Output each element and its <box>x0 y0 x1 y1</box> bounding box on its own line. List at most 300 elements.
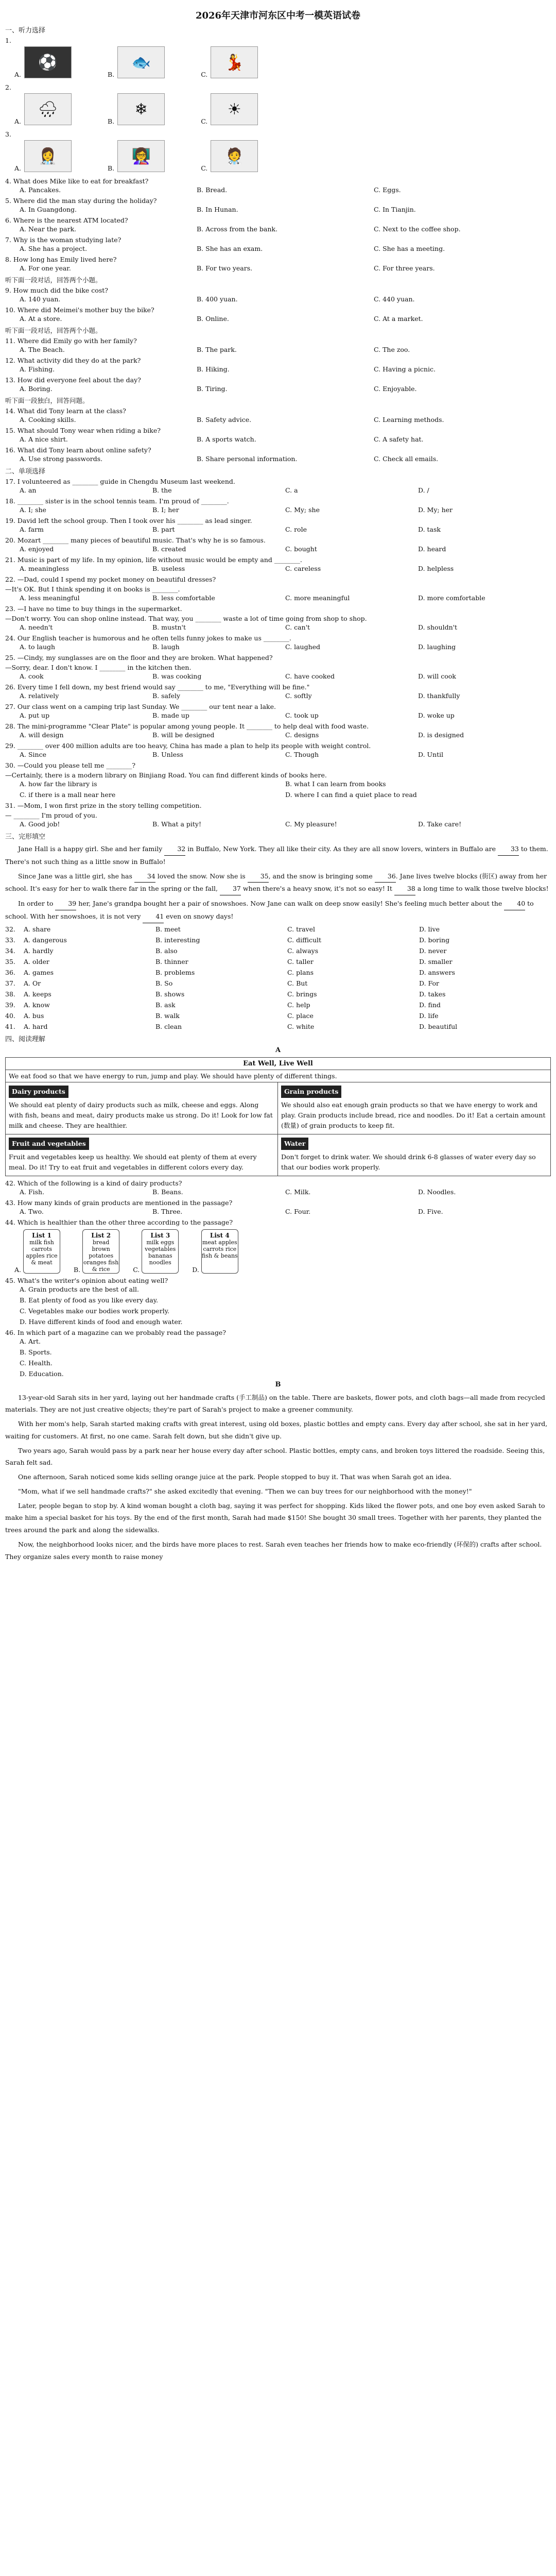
answer-options <box>20 1208 551 1215</box>
reading-questions-45-46 <box>5 1277 551 1378</box>
answer-option[interactable]: A. relatively <box>20 692 59 700</box>
answer-options <box>20 225 551 233</box>
question-stem: 43. How many kinds of grain products are mentioned in the passage? <box>5 1198 233 1207</box>
cloze-option-row <box>5 1023 551 1030</box>
sun-icon: ☀ <box>211 93 258 125</box>
answer-options <box>20 565 551 572</box>
answer-option[interactable]: B. Unless <box>152 751 183 758</box>
q2-option-a[interactable]: A. 🌧 <box>14 93 72 125</box>
answer-options <box>20 731 551 739</box>
cloze-option[interactable]: B. interesting <box>155 936 200 944</box>
question-stem: 46. In which part of a magazine can we probably read the passage? <box>5 1328 226 1336</box>
answer-option[interactable]: A. Grain products are the best of all. <box>20 1285 139 1293</box>
cloze-option[interactable]: D. smaller <box>419 957 453 965</box>
answer-option[interactable]: C. Enjoyable. <box>374 385 417 393</box>
answer-options <box>20 672 551 680</box>
answer-option[interactable]: C. Eggs. <box>374 186 401 194</box>
blank-36[interactable]: 36 <box>375 870 396 883</box>
answer-option[interactable]: A. In Guangdong. <box>20 206 77 213</box>
cloze-option[interactable]: B. So <box>155 979 173 987</box>
question-stem: 8. How long has Emily lived here? <box>5 256 117 263</box>
water-tag: Water <box>281 1138 308 1150</box>
answer-option[interactable]: C. 440 yuan. <box>374 295 415 303</box>
answer-option[interactable]: C. laughed <box>285 643 321 651</box>
answer-options <box>20 1318 551 1326</box>
question-1-number: 1. <box>5 37 11 44</box>
answer-option[interactable]: B. less comfortable <box>152 594 215 602</box>
answer-option[interactable]: D. where I can find a quiet place to read <box>285 791 417 799</box>
answer-options <box>20 643 551 651</box>
answer-option[interactable]: C. role <box>285 526 307 533</box>
question-stem: 45. What's the writer's opinion about eating well? <box>5 1276 168 1284</box>
cloze-question-number: 37. <box>5 979 15 987</box>
answer-option[interactable]: D. is designed <box>418 731 464 739</box>
snowflake-icon: ❄ <box>117 93 165 125</box>
food-list-name: List 3 <box>150 1231 170 1239</box>
answer-option[interactable]: B. A sports watch. <box>197 435 256 443</box>
cloze-question-number: 39. <box>5 1001 15 1009</box>
answer-option[interactable]: C. In Tianjin. <box>374 206 416 213</box>
answer-option[interactable]: C. She has a meeting. <box>374 245 445 252</box>
cloze-option[interactable]: B. meet <box>155 925 181 933</box>
cloze-option[interactable]: B. problems <box>155 968 195 976</box>
passage-b-paragraph-6: Later, people began to stop by. A kind woman bought a cloth bag, saying it was perfect for shopping. Kids liked the flower pots, and one boy even asked Sarah to make him a special basket for his toys. By the end of the first month, Sarah had made $150! She bought 30 small trees. Together with her parents, they planted the trees around the park and along the sidewalks. <box>5 1501 545 1534</box>
question-stem: 42. Which of the following is a kind of dairy products? <box>5 1179 182 1187</box>
answer-option[interactable]: C. careless <box>285 565 321 572</box>
answer-option[interactable]: D. will cook <box>418 672 456 680</box>
question-stem: 19. David left the school group. Then I took over his ________ as lead singer. <box>5 517 252 524</box>
answer-option[interactable]: D. Have different kinds of food and enough water. <box>20 1317 183 1326</box>
answer-options <box>20 1188 551 1196</box>
answer-option[interactable]: C. designs <box>285 731 319 739</box>
answer-options <box>20 416 551 423</box>
reading-questions-42-44 <box>5 1179 551 1226</box>
answer-option[interactable]: D. Until <box>418 751 444 758</box>
blank-39[interactable]: 39 <box>55 897 76 910</box>
cloze-option[interactable]: A. bus <box>24 1011 44 1020</box>
answer-options <box>20 1359 551 1367</box>
answer-option[interactable]: D. helpless <box>418 565 454 572</box>
food-lists-row <box>14 1229 551 1274</box>
food-list-card <box>201 1229 238 1274</box>
answer-option[interactable]: B. In Hunan. <box>197 206 238 213</box>
answer-option[interactable]: A. Use strong passwords. <box>20 455 103 463</box>
answer-option[interactable]: B. will be designed <box>152 731 215 739</box>
answer-option[interactable]: A. Cooking skills. <box>20 416 76 423</box>
answer-option[interactable]: B. Eat plenty of food as you like every day. <box>20 1296 159 1304</box>
answer-option[interactable]: C. Having a picnic. <box>374 365 436 373</box>
answer-option[interactable]: C. if there is a mall near here <box>20 791 116 799</box>
grain-tag: Grain products <box>281 1086 341 1098</box>
answer-option[interactable]: B. Online. <box>197 315 229 323</box>
answer-option[interactable]: B. the <box>152 486 172 494</box>
cloze-option[interactable]: C. place <box>287 1011 314 1020</box>
food-list-option[interactable] <box>133 1229 179 1274</box>
answer-option[interactable]: B. Three. <box>152 1207 183 1215</box>
answer-option[interactable]: C. softly <box>285 692 312 700</box>
answer-option[interactable]: C. a <box>285 486 298 494</box>
cloze-option[interactable]: B. thinner <box>155 957 188 965</box>
passage-b-paragraph-7: Now, the neighborhood looks nicer, and the birds have more places to rest. Sarah even teaches her friends how to make eco-friendly (环保的) crafts after school. They organize sales every month to raise money <box>5 1540 542 1561</box>
answer-option[interactable]: D. shouldn't <box>418 623 458 631</box>
answer-option[interactable]: D. / <box>418 486 429 494</box>
cloze-option[interactable]: A. older <box>24 957 49 965</box>
answer-option[interactable]: A. needn't <box>20 623 53 631</box>
listening-instruction-1: 听下面一段对话，回答两个小题。 <box>5 276 102 284</box>
cloze-option[interactable]: C. taller <box>287 957 314 965</box>
dairy-text: We should eat plenty of dairy products such as milk, cheese and eggs. Along with fish, beans and meat, dairy products make us strong. Do it! Look for low fat milk and cheese. They are healthier. <box>9 1100 273 1129</box>
cloze-option[interactable]: D. takes <box>419 990 446 998</box>
answer-option[interactable]: A. For one year. <box>20 264 71 272</box>
answer-option[interactable]: B. 400 yuan. <box>197 295 238 303</box>
question-stem: 7. Why is the woman studying late? <box>5 236 121 244</box>
cloze-option[interactable]: B. clean <box>155 1022 182 1030</box>
answer-option[interactable]: A. will design <box>20 731 64 739</box>
cloze-question-number: 38. <box>5 990 15 998</box>
answer-option[interactable]: B. useless <box>152 565 185 572</box>
blank-37[interactable]: 37 <box>220 883 241 895</box>
q3-option-c[interactable]: C. 🧑‍⚕ <box>201 140 258 172</box>
passage-b-paragraph-3: Two years ago, Sarah would pass by a park near her house every day after school. Plastic bottles, empty cans, and broken toys littered the roadside. Seeing this, Sarah felt sad. <box>5 1446 545 1467</box>
water-cell <box>278 1134 550 1176</box>
cloze-option[interactable]: C. difficult <box>287 936 322 944</box>
cloze-option-row <box>5 925 551 933</box>
dairy-tag: Dairy products <box>9 1086 68 1098</box>
answer-option[interactable]: D. thankfully <box>418 692 460 700</box>
answer-option[interactable]: D. more comfortable <box>418 594 485 602</box>
passage-a-label: A <box>275 1046 281 1054</box>
question-stem: — ________ I'm proud of you. <box>5 811 97 819</box>
answer-option[interactable]: C. can't <box>285 623 310 631</box>
question-stem: 17. I volunteered as ________ guide in Chengdu Museum last weekend. <box>5 478 235 485</box>
eat-well-box <box>5 1057 551 1176</box>
cloze-option[interactable]: A. hardly <box>24 946 54 955</box>
question-stem: 6. Where is the nearest ATM located? <box>5 216 128 224</box>
question-stem: 11. Where did Emily go with her family? <box>5 337 137 345</box>
q2-option-b[interactable]: B. ❄ <box>108 93 165 125</box>
cloze-question-number: 33. <box>5 936 15 944</box>
question-stem: 25. —Cindy, my sunglasses are on the floor and they are broken. What happened? <box>5 654 273 662</box>
answer-option[interactable]: B. Hiking. <box>197 365 230 373</box>
answer-option[interactable]: C. Health. <box>20 1359 53 1367</box>
answer-option[interactable]: B. what I can learn from books <box>285 780 386 788</box>
answer-option[interactable]: A. enjoyed <box>20 545 54 553</box>
cloze-option[interactable]: D. beautiful <box>419 1022 458 1030</box>
answer-option[interactable]: B. Bread. <box>197 186 228 194</box>
answer-options <box>20 1370 551 1378</box>
food-list-option[interactable] <box>14 1229 60 1274</box>
answer-option[interactable]: D. laughing <box>418 643 456 651</box>
answer-option[interactable]: D. Noodles. <box>418 1188 456 1196</box>
answer-options <box>20 791 551 799</box>
blank-38[interactable]: 38 <box>394 883 415 895</box>
answer-option[interactable]: C. Though <box>285 751 319 758</box>
answer-option[interactable]: D. Education. <box>20 1369 64 1378</box>
q1-option-c[interactable]: C. 💃 <box>201 46 258 78</box>
answer-option[interactable]: D. Take care! <box>418 820 462 828</box>
q2-option-c[interactable]: C. ☀ <box>201 93 258 125</box>
cloze-option[interactable]: C. But <box>287 979 308 987</box>
grain-cell <box>278 1082 550 1134</box>
food-list-option[interactable] <box>192 1229 238 1274</box>
question-stem: 20. Mozart ________ many pieces of beautiful music. That's why he is so famous. <box>5 536 266 544</box>
food-list-name: List 4 <box>210 1231 230 1239</box>
answer-option[interactable]: A. Since <box>20 751 46 758</box>
food-list-label: A. <box>14 1265 22 1274</box>
food-list-items: milk fish carrots apples rice & meat <box>26 1239 58 1266</box>
answer-option[interactable]: C. The zoo. <box>374 346 410 353</box>
cloze-option[interactable]: C. help <box>287 1001 310 1009</box>
nurse-icon: 👩‍⚕ <box>24 140 72 172</box>
answer-option[interactable]: A. Boring. <box>20 385 53 393</box>
answer-option[interactable]: A. meaningless <box>20 565 70 572</box>
section-listening: 一、听力选择 <box>5 27 46 35</box>
question-stem: 12. What activity did they do at the park? <box>5 357 141 364</box>
answer-options <box>20 751 551 758</box>
question-stem: 27. Our class went on a camping trip last Sunday. We ________ our tent near a lake. <box>5 703 276 710</box>
football-player-icon: ⚽ <box>24 46 72 78</box>
answer-option[interactable]: A. how far the library is <box>20 780 97 788</box>
question-stem: 21. Music is part of my life. In my opinion, life without music would be empty and ________. <box>5 556 302 564</box>
answer-option[interactable]: B. Share personal information. <box>197 455 298 463</box>
answer-option[interactable]: C. For three years. <box>374 264 435 272</box>
answer-option[interactable]: C. My pleasure! <box>285 820 337 828</box>
food-list-option[interactable] <box>74 1229 119 1274</box>
answer-option[interactable]: A. Pancakes. <box>20 186 61 194</box>
food-list-name: List 2 <box>91 1231 111 1239</box>
cloze-option-row <box>5 1012 551 1020</box>
answer-option[interactable]: A. A nice shirt. <box>20 435 68 443</box>
question-stem: 23. —I have no time to buy things in the supermarket. <box>5 605 182 613</box>
answer-option[interactable]: B. Safety advice. <box>197 416 252 423</box>
q3-option-a[interactable]: A. 👩‍⚕ <box>14 140 72 172</box>
passage-b-paragraph-5: "Mom, what if we sell handmade crafts?" she asked excitedly that evening. "Then we can buy trees for our neighborhood with the money!" <box>18 1487 472 1495</box>
answer-option[interactable]: D. Five. <box>418 1207 443 1215</box>
answer-option[interactable]: C. Milk. <box>285 1188 311 1196</box>
answer-option[interactable]: B. made up <box>152 711 189 719</box>
eat-well-title: Eat Well, Live Well <box>6 1058 550 1070</box>
question-stem: 13. How did everyone feel about the day? <box>5 376 141 384</box>
answer-options <box>20 455 551 463</box>
teacher-icon: 👩‍🏫 <box>117 140 165 172</box>
question-stem: 14. What did Tony learn at the class? <box>5 407 126 415</box>
cloze-option-row <box>5 979 551 987</box>
question-stem: —Don't worry. You can shop online instead. That way, you ________ waste a lot of time going from shop to shop. <box>5 615 367 622</box>
answer-option[interactable]: A. less meaningful <box>20 594 80 602</box>
blank-33[interactable]: 33 <box>498 843 519 856</box>
question-stem: 9. How much did the bike cost? <box>5 286 108 294</box>
cloze-option[interactable]: D. boring <box>419 936 450 944</box>
answer-option[interactable]: C. Four. <box>285 1207 311 1215</box>
answer-option[interactable]: B. mustn't <box>152 623 186 631</box>
cloze-option[interactable]: C. plans <box>287 968 314 976</box>
question-stem: 4. What does Mike like to eat for breakfast? <box>5 177 149 185</box>
blank-41[interactable]: 41 <box>143 910 164 923</box>
cloze-option[interactable]: A. dangerous <box>24 936 67 944</box>
blank-32[interactable]: 32 <box>164 843 185 856</box>
cloze-option[interactable]: B. ask <box>155 1001 176 1009</box>
cloze-option[interactable]: A. hard <box>24 1022 48 1030</box>
question-1-pictures <box>14 46 551 78</box>
cloze-option[interactable]: B. walk <box>155 1011 180 1020</box>
answer-option[interactable]: B. The park. <box>197 346 237 353</box>
cloze-question-number: 40. <box>5 1011 15 1020</box>
answer-options <box>20 526 551 533</box>
cloze-option[interactable]: A. keeps <box>24 990 51 998</box>
question-stem: —Certainly, there is a modern library on Binjiang Road. You can find different kinds of books here. <box>5 771 327 779</box>
answer-option[interactable]: A. cook <box>20 672 44 680</box>
answer-options <box>20 365 551 373</box>
answer-option[interactable]: C. My; she <box>285 506 320 514</box>
water-text: Don't forget to drink water. We should drink 6-8 glasses of water every day so that our bodies work properly. <box>281 1153 536 1171</box>
answer-option[interactable]: D. My; her <box>418 506 453 514</box>
answer-options <box>20 692 551 700</box>
answer-option[interactable]: C. took up <box>285 711 319 719</box>
food-list-items: milk eggs vegetables bananas noodles <box>145 1239 176 1266</box>
cloze-option[interactable]: B. also <box>155 946 178 955</box>
answer-option[interactable]: A. Near the park. <box>20 225 77 233</box>
answer-option[interactable]: B. She has an exam. <box>197 245 263 252</box>
answer-option[interactable]: B. What a pity! <box>152 820 202 828</box>
cloze-option[interactable]: C. brings <box>287 990 317 998</box>
passage-b-paragraph-2: With her mom's help, Sarah started making crafts with great interest, using old boxes, plastic bottles and empty cans. Every day after school, she sat in her yard, waiting for customers. At first, no one came. Sarah felt down, but she didn't give up. <box>5 1420 548 1440</box>
answer-options <box>20 1285 551 1293</box>
section-cloze: 三、完形填空 <box>5 833 46 841</box>
answer-option[interactable]: B. created <box>152 545 186 553</box>
question-3-pictures <box>14 140 551 172</box>
cloze-option[interactable]: A. games <box>24 968 54 976</box>
cloze-option-row <box>5 958 551 965</box>
answer-option[interactable]: C. Vegetables make our bodies work properly. <box>20 1307 170 1315</box>
question-stem: 18. ________ sister is in the school tennis team. I'm proud of ________. <box>5 497 229 505</box>
answer-option[interactable]: C. Next to the coffee shop. <box>374 225 461 233</box>
answer-option[interactable]: A. 140 yuan. <box>20 295 61 303</box>
answer-options <box>20 346 551 353</box>
answer-option[interactable]: B. was cooking <box>152 672 202 680</box>
food-list-items: bread brown potatoes oranges fish & rice <box>83 1239 119 1273</box>
answer-option[interactable]: D. task <box>418 526 441 533</box>
answer-option[interactable]: A. Two. <box>20 1207 44 1215</box>
blank-40[interactable]: 40 <box>504 897 525 910</box>
answer-option[interactable]: C. At a market. <box>374 315 423 323</box>
fish-icon: 🐟 <box>117 46 165 78</box>
question-2-number: 2. <box>5 83 11 91</box>
cloze-option[interactable]: C. always <box>287 946 319 955</box>
food-list-card <box>23 1229 60 1274</box>
cloze-option-row <box>5 990 551 998</box>
cloze-option-row <box>5 969 551 976</box>
answer-option[interactable]: C. more meaningful <box>285 594 350 602</box>
cloze-option[interactable]: D. answers <box>419 968 455 976</box>
question-stem: 15. What should Tony wear when riding a bike? <box>5 427 161 434</box>
food-groups-grid <box>6 1082 550 1176</box>
listening-questions-11-13 <box>5 337 551 393</box>
q3-option-b[interactable]: B. 👩‍🏫 <box>108 140 165 172</box>
answer-option[interactable]: A. Good job! <box>20 820 60 828</box>
cloze-option[interactable]: D. live <box>419 925 440 933</box>
answer-option[interactable]: C. A safety hat. <box>374 435 424 443</box>
cloze-option[interactable]: A. share <box>24 925 51 933</box>
listening-questions-9-10 <box>5 286 551 323</box>
cloze-option[interactable]: B. shows <box>155 990 185 998</box>
grammar-questions <box>5 478 551 828</box>
food-list-label: D. <box>192 1265 199 1274</box>
answer-option[interactable]: A. put up <box>20 711 50 719</box>
answer-options <box>20 1337 551 1345</box>
answer-option[interactable]: B. For two years. <box>197 264 253 272</box>
answer-options <box>20 315 551 323</box>
cloze-option[interactable]: D. never <box>419 946 447 955</box>
answer-option[interactable]: D. heard <box>418 545 446 553</box>
cloze-option[interactable]: D. find <box>419 1001 441 1009</box>
answer-option[interactable]: B. part <box>152 526 175 533</box>
question-stem: 24. Our English teacher is humorous and he often tells funny jokes to make us ________. <box>5 634 291 642</box>
answer-option[interactable]: B. safely <box>152 692 181 700</box>
cloze-question-number: 32. <box>5 925 15 933</box>
answer-option[interactable]: B. laugh <box>152 643 180 651</box>
exam-title: 2026年天津市河东区中考一模英语试卷 <box>195 10 361 21</box>
grain-text: We should also eat enough grain products so that we have energy to work and play. Grain products include bread, rice and noodles. Do it! Eat a certain amount (数量) of grain products to keep fit. <box>281 1100 546 1129</box>
food-list-label: C. <box>133 1265 140 1274</box>
answer-option[interactable]: A. She has a project. <box>20 245 88 252</box>
answer-options <box>20 206 551 213</box>
answer-option[interactable]: A. farm <box>20 526 44 533</box>
question-stem: 16. What did Tony learn about online safety? <box>5 446 151 454</box>
cloze-option[interactable]: A. know <box>24 1001 50 1009</box>
cloze-option[interactable]: A. Or <box>24 979 41 987</box>
cloze-option[interactable]: D. life <box>419 1011 439 1020</box>
answer-option[interactable]: A. At a store. <box>20 315 62 323</box>
answer-option[interactable]: A. Fish. <box>20 1188 45 1196</box>
q1-option-b[interactable]: B. 🐟 <box>108 46 165 78</box>
answer-option[interactable]: A. Fishing. <box>20 365 55 373</box>
cloze-option[interactable]: C. white <box>287 1022 315 1030</box>
question-2-pictures <box>14 93 551 125</box>
answer-option[interactable]: B. Beans. <box>152 1188 183 1196</box>
question-stem: 31. —Mom, I won first prize in the story telling competition. <box>5 802 202 809</box>
cloze-option-row <box>5 1001 551 1009</box>
question-3-number: 3. <box>5 130 11 138</box>
answer-option[interactable]: A. to laugh <box>20 643 56 651</box>
answer-options <box>20 435 551 443</box>
answer-option[interactable]: D. woke up <box>418 711 455 719</box>
answer-options <box>20 1296 551 1304</box>
answer-option[interactable]: C. have cooked <box>285 672 335 680</box>
cloze-option[interactable]: D. For <box>419 979 440 987</box>
answer-options <box>20 594 551 602</box>
answer-option[interactable]: A. The Beach. <box>20 346 65 353</box>
blank-34[interactable]: 34 <box>134 870 155 883</box>
answer-option[interactable]: C. Learning methods. <box>374 416 444 423</box>
listening-instruction-3: 听下面一段独白，回答问题。 <box>5 397 89 404</box>
section-reading: 四、阅读理解 <box>5 1035 46 1043</box>
answer-option[interactable]: C. Check all emails. <box>374 455 439 463</box>
answer-option[interactable]: A. I; she <box>20 506 46 514</box>
blank-35[interactable]: 35 <box>248 870 269 883</box>
answer-option[interactable]: B. I; her <box>152 506 179 514</box>
q1-option-a[interactable]: A. ⚽ <box>14 46 72 78</box>
answer-option[interactable]: A. Art. <box>20 1337 41 1345</box>
cloze-options <box>5 925 551 1030</box>
cloze-option[interactable]: C. travel <box>287 925 315 933</box>
answer-option[interactable]: B. Tiring. <box>197 385 228 393</box>
answer-option[interactable]: B. Sports. <box>20 1348 52 1356</box>
cloze-option-row <box>5 936 551 944</box>
answer-option[interactable]: A. an <box>20 486 37 494</box>
answer-option[interactable]: B. Across from the bank. <box>197 225 277 233</box>
fruit-cell <box>6 1134 278 1176</box>
answer-option[interactable]: C. bought <box>285 545 317 553</box>
